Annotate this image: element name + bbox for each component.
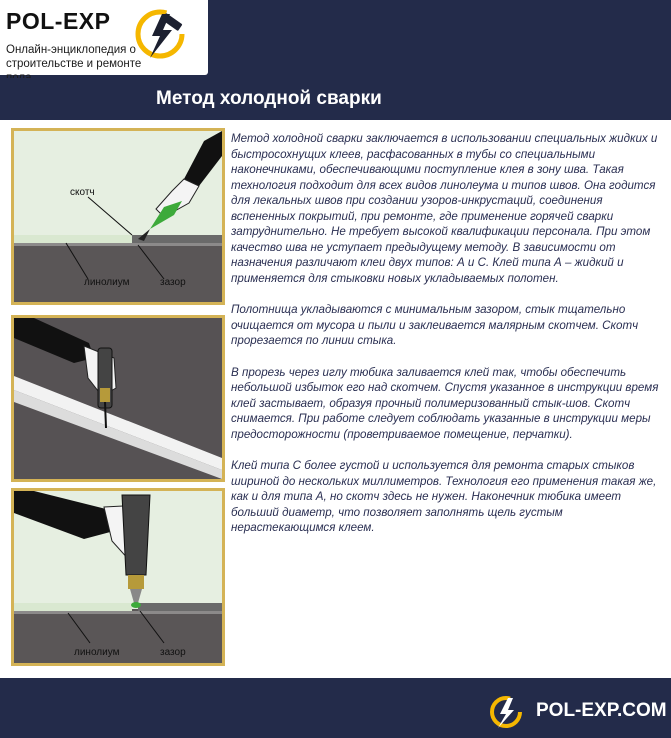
page-title: Метод холодной сварки (156, 88, 382, 109)
figure-tape-cut (11, 128, 225, 305)
footer-site-link[interactable]: POL-EXP.COM (536, 700, 667, 721)
paragraph: Полотнища укладываются с минимальным зазором, стык тщательно очищается от мусора и пыли и заклеивается малярным скотчем. Скотч прорезается по линии стыка. (231, 303, 639, 347)
paragraph: Клей типа С более густой и используется для ремонта старых стыков шириной до нескольких миллиметров. Технология его применения такая же, как и для типа А, но скотч здесь не нужен. Наконечник тюбика имеет больший диаметр, что позволяет заполнять щель густым нерастекающимся клеем. (231, 459, 657, 534)
footer-hammer-lightning-icon (486, 694, 526, 730)
label-gap: зазор (160, 647, 186, 658)
label-linoleum: линолиум (84, 277, 130, 288)
paragraph: Метод холодной сварки заключается в использовании специальных жидких и быстросохнущих клеев, расфасованных в тубы со специальными наконечниками, обеспечивающими поступление клея в зону шва. Такая технология подходит для всех видов линолеума и типов швов. Она годится для лекальных швов при создании узоров-инкрустаций, соединения вспененных покрытий, при ремонте, где применение горячей сварки затруднительно. Не требует высокой квалификации персонала. При этом качество шва не уступает предыдущему методу. В зависимости от назначения различают клеи двух типов: А и С. Клей типа А – жидкий и применяется для стыковки новых укладываемых полотен. (231, 132, 658, 285)
figure-glue-tube (11, 315, 225, 482)
brand-tagline: Онлайн-энциклопедия о строительстве и ремонте (6, 44, 142, 70)
figure-glue-type-c (11, 488, 225, 666)
paragraph: В прорезь через иглу тюбика заливается клей так, чтобы обеспечить небольшой избыток его над скотчем. Спустя указанное в инструкции время клей застывает, образуя прочный полимеризованный стык-шов. Скотч снимается. При работе следует соблюдать указанные в инструкции меры предосторожности (проветриваемое помещение, перчатки). (231, 365, 659, 441)
article-text (231, 131, 661, 552)
brand-name: POL-EXP (6, 8, 111, 34)
label-linoleum: линолиум (74, 647, 120, 658)
label-tape: скотч (70, 187, 95, 198)
label-gap: зазор (160, 277, 186, 288)
brand-logo[interactable] (0, 0, 208, 75)
